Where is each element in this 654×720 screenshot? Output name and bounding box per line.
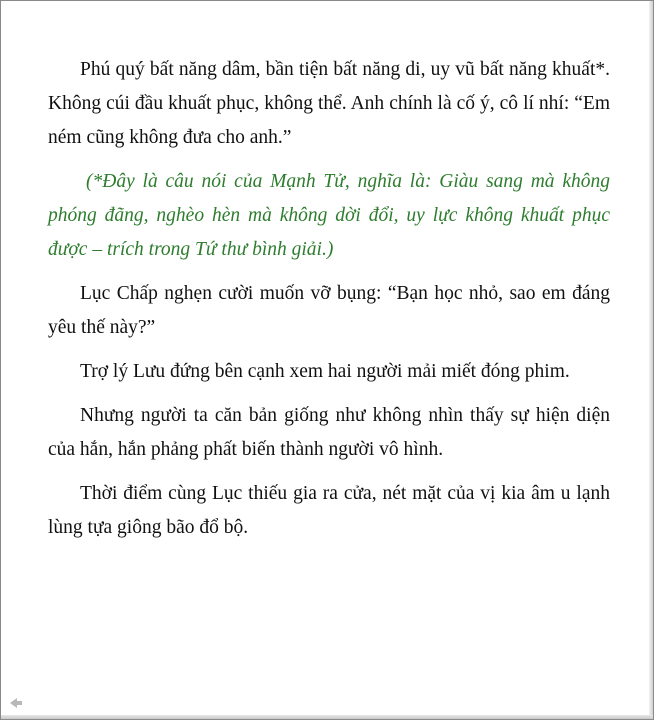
paragraph-5: Thời điểm cùng Lục thiếu gia ra cửa, nét mặt của vị kia âm u lạnh lùng tựa giông bão đổ bộ.: [48, 483, 610, 538]
paragraph-4: Nhưng người ta căn bản giống như không nhìn thấy sự hiện diện của hắn, hắn phảng phất biến thành người vô hình.: [48, 405, 610, 460]
footnote-paragraph: (*Đây là câu nói của Mạnh Tử, nghĩa là: Giàu sang mà không phóng đãng, nghèo hèn mà không dời đổi, uy lực không khuất phục được – trích trong Tứ thư bình giải.): [48, 171, 610, 260]
paragraph-2: Lục Chấp nghẹn cười muốn vỡ bụng: “Bạn học nhỏ, sao em đáng yêu thế này?”: [48, 283, 610, 338]
paragraph-1: Phú quý bất năng dâm, bần tiện bất năng di, uy vũ bất năng khuất*. Không cúi đầu khuất phục, không thể. Anh chính là cố ý, cô lí nhí: “Em ném cũng không đưa cho anh.”: [48, 59, 610, 148]
previous-page-arrow-icon[interactable]: [10, 698, 17, 708]
frame-shadow-right: [649, 1, 653, 719]
document-page: [48, 53, 610, 555]
frame-shadow-bottom: [1, 715, 653, 719]
paragraph-3: Trợ lý Lưu đứng bên cạnh xem hai người mải miết đóng phim.: [80, 361, 570, 382]
